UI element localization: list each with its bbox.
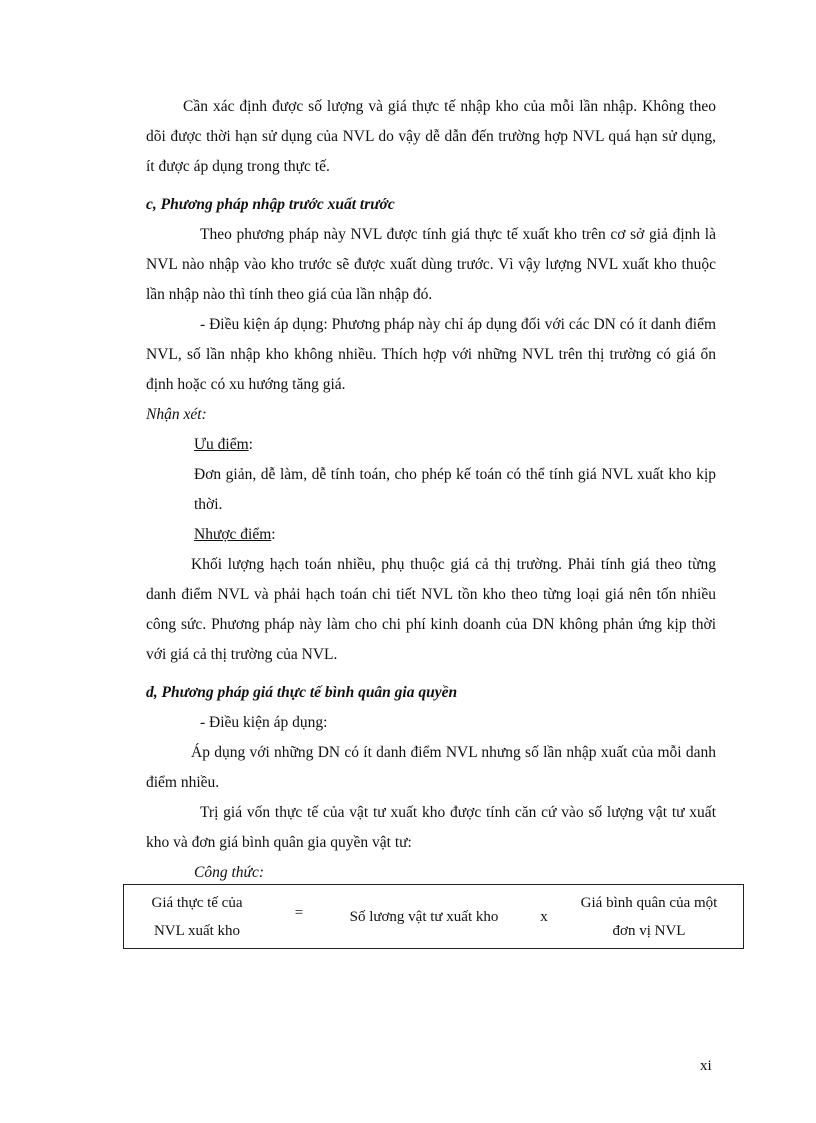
heading-weighted-average: d, Phương pháp giá thực tế bình quân gia quyền <box>146 684 458 701</box>
paragraph-fifo-conditions: - Điều kiện áp dụng: Phương pháp này chỉ áp dụng đối với các DN có ít danh điểm NVL, số lần nhập kho không nhiều. Thích hợp với những NVL trên thị trường có giá ổn định hoặc có xu hướng tăng giá. <box>146 316 716 393</box>
paragraph-conditions-label: - Điều kiện áp dụng: <box>200 714 328 731</box>
heading-fifo: c, Phương pháp nhập trước xuất trước <box>146 196 395 213</box>
disadvantages-label: Nhược điểm <box>194 526 272 543</box>
disadvantages-colon: : <box>271 526 276 543</box>
paragraph-applied-to: Áp dụng với những DN có ít danh điểm NVL nhưng số lần nhập xuất của mỗi danh điểm nhiều. <box>146 744 716 791</box>
remarks-label: Nhận xét: <box>146 406 207 423</box>
formula-right-term <box>564 889 734 945</box>
disadvantages-heading <box>146 520 716 550</box>
formula-middle-term: Số lương vật tư xuất kho <box>349 909 499 925</box>
page-number: xi <box>700 1058 712 1074</box>
paragraph-advantages: Đơn giản, dễ làm, dễ tính toán, cho phép kế toán có thể tính giá NVL xuất kho kịp thời. <box>194 466 716 513</box>
formula-left-line1: Giá thực tế của <box>151 895 243 911</box>
advantages-label: Ưu điểm <box>194 436 249 453</box>
formula-left-term <box>132 889 262 945</box>
formula-times-sign: x <box>540 909 548 925</box>
advantages-colon: : <box>248 436 253 453</box>
formula-right-line1: Giá bình quân của một <box>580 895 718 911</box>
paragraph-intro: Cần xác định được số lượng và giá thực tế nhập kho của mỗi lần nhập. Không theo dõi được thời hạn sử dụng của NVL do vậy dễ dẫn đến trường hợp NVL quá hạn sử dụng, ít được áp dụng trong thực tế. <box>146 98 716 175</box>
document-body <box>146 92 716 888</box>
formula-right-line2: đơn vị NVL <box>612 923 686 939</box>
formula-equals-sign: = <box>294 905 304 921</box>
formula-left-line2: NVL xuất kho <box>153 923 241 939</box>
paragraph-fifo-description: Theo phương pháp này NVL được tính giá thực tế xuất kho trên cơ sở giả định là NVL nào nhập vào kho trước sẽ được xuất dùng trước. Vì vậy lượng NVL xuất kho thuộc lần nhập nào thì tính theo giá của lần nhập đó. <box>146 226 716 303</box>
paragraph-cost-value: Trị giá vốn thực tế của vật tư xuất kho được tính căn cứ vào số lượng vật tư xuất kho và đơn giá bình quân gia quyền vật tư: <box>146 804 716 851</box>
formula-box <box>123 884 744 949</box>
paragraph-disadvantages: Khối lượng hạch toán nhiều, phụ thuộc giá cả thị trường. Phải tính giá theo từng danh điểm NVL và phải hạch toán chi tiết NVL tồn kho theo từng loại giá nên tốn nhiều công sức. Phương pháp này làm cho chi phí kinh doanh của DN không phản ứng kịp thời với giá cả thị trường của NVL. <box>146 556 716 663</box>
formula-label: Công thức: <box>194 864 265 881</box>
advantages-heading <box>146 430 716 460</box>
